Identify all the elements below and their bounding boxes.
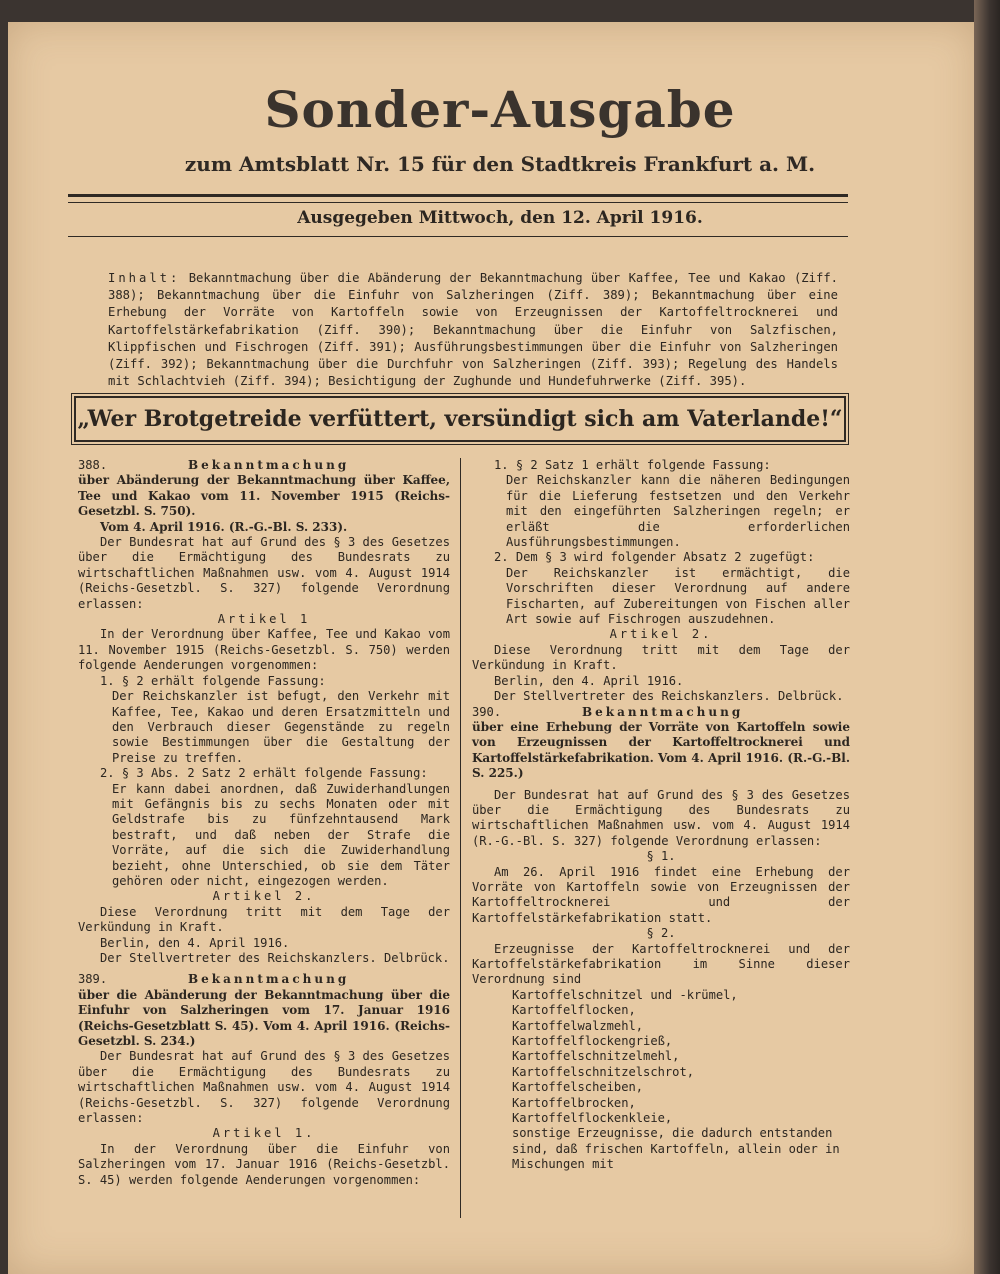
notice-date: Vom 4. April 1916. (R.-G.-Bl. S. 233).: [100, 519, 348, 534]
signature: Der Stellvertreter des Reichskanzlers. Delbrück.: [100, 951, 450, 965]
paragraph: Er kann dabei anordnen, daß Zuwiderhandlungen mit Gefängnis bis zu sechs Monaten oder mit Geldstrafe bis zu fünfzehntausend Mark bestraft, und daß neben der Strafe die Vorräte, auf die sich die Zuwiderhandlung bezieht, ohne Unterschied, ob sie dem Täter gehören oder nicht, eingezogen werden.: [112, 781, 450, 888]
paragraph: Der Bundesrat hat auf Grund des § 3 des Gesetzes über die Ermächtigung des Bundesrats zu wirtschaftlichen Maßnahmen usw. vom 4. August 1914 (R.-G.-Bl. S. 327) folgende Verordnung erlassen:: [472, 787, 850, 848]
table-of-contents: [108, 270, 838, 390]
paragraph: In der Verordnung über die Einfuhr von Salzheringen vom 17. Januar 1916 (Reichs-Gesetzbl. S. 45) werden folgende Aenderungen vorgenommen:: [78, 1141, 450, 1187]
page-title: Sonder-Ausgabe: [264, 80, 736, 139]
list-item: Kartoffelbrocken,: [512, 1095, 636, 1110]
issue-date: Ausgegeben Mittwoch, den 12. April 1916.: [297, 208, 703, 228]
list-item: Kartoffelschnitzelschrot,: [512, 1064, 695, 1079]
paragraph: In der Verordnung über Kaffee, Tee und Kakao vom 11. November 1915 (Reichs-Gesetzbl. S. 750) werden folgende Aenderungen vorgenommen:: [78, 627, 450, 673]
notice-title: über Abänderung der Bekanntmachung über Kaffee, Tee und Kakao vom 11. November 1915 (Reichs-Gesetzbl. S. 750).: [78, 473, 450, 519]
left-column: [78, 458, 450, 1188]
section-heading: § 1.: [646, 849, 676, 864]
list-item: 2. Dem § 3 wird folgender Absatz 2 zugefügt:: [494, 550, 815, 565]
page-subtitle: zum Amtsblatt Nr. 15 für den Stadtkreis Frankfurt a. M.: [184, 152, 816, 176]
list-item: Kartoffelflockengrieß,: [512, 1034, 673, 1049]
notice-number: 389.: [78, 972, 108, 987]
contents-text: Bekanntmachung über die Abänderung der Bekanntmachung über Kaffee, Tee und Kakao (Ziff. 388); Bekanntmachung über die Einfuhr von Salzheringen (Ziff. 389); Bekanntmachung über eine Erhebung der Vorräte von Kartoffeln sowie von Erzeugnissen der Kartoffeltrocknerei und Kartoffelstärkefabrikation (Ziff. 390); Bekanntmachung über die Einfuhr von Salzfischen, Klippfischen und Fischrogen (Ziff. 391); Ausführungsbestimmungen über die Einfuhr von Salzheringen (Ziff. 392); Bekanntmachung über die Durchfuhr von Salzheringen (Ziff. 393); Regelung des Handels mit Schlachtvieh (Ziff. 394); Besichtigung der Zughunde und Hundefuhrwerke (Ziff. 395).: [108, 271, 838, 389]
signature: Der Stellvertreter des Reichskanzlers. Delbrück.: [494, 689, 844, 704]
notice-number: 390.: [472, 704, 502, 719]
notice-heading: Bekanntmachung: [188, 458, 350, 472]
section-heading: § 2.: [646, 926, 676, 941]
column-divider: [460, 458, 461, 1218]
paragraph: Erzeugnisse der Kartoffeltrocknerei und der Kartoffelstärkefabrikation im Sinne dieser Verordnung sind: [472, 941, 850, 987]
notice-title: über eine Erhebung der Vorräte von Kartoffeln sowie von Erzeugnissen der Kartoffeltrocknerei und Kartoffelstärkefabrikation. Vom 4. April 1916. (R.-G.-Bl. S. 225.): [472, 719, 850, 781]
article-heading: Artikel 1: [217, 612, 311, 627]
right-column: [472, 458, 850, 1173]
list-item: Kartoffelflockenkleie,: [512, 1111, 673, 1126]
place-date: Berlin, den 4. April 1916.: [494, 673, 684, 688]
list-item: Kartoffelflocken,: [512, 1003, 636, 1018]
notice-number: 388.: [78, 458, 108, 472]
paragraph: Diese Verordnung tritt mit dem Tage der Verkündung in Kraft.: [472, 642, 850, 673]
list-item: Kartoffelschnitzel und -krümel,: [512, 987, 738, 1002]
paragraph: Der Reichskanzler ist befugt, den Verkehr mit Kaffee, Tee, Kakao und deren Ersatzmitteln und den Verbrauch dieser Gegenstände zu regeln sowie Bestimmungen über die Gestaltung der Preise zu treffen.: [112, 689, 450, 765]
list-item: 1. § 2 Satz 1 erhält folgende Fassung:: [494, 458, 771, 472]
list-item: Kartoffelwalzmehl,: [512, 1018, 644, 1033]
paragraph: Der Reichskanzler kann die näheren Bedingungen für die Lieferung festsetzen und den Verkehr mit den eingeführten Salzheringen regeln; er erläßt die erforderlichen Ausführungsbestimmungen.: [506, 473, 850, 550]
article-heading: Artikel 2.: [609, 627, 713, 642]
notice-heading: Bekanntmachung: [582, 704, 744, 719]
motto-text: „Wer Brotgetreide verfüttert, versündigt sich am Vaterlande!“: [77, 406, 843, 432]
double-rule: [68, 194, 848, 203]
article-heading: Artikel 1.: [212, 1126, 316, 1141]
paragraph: Diese Verordnung tritt mit dem Tage der Verkündung in Kraft.: [78, 904, 450, 935]
paragraph: Am 26. April 1916 findet eine Erhebung der Vorräte von Kartoffeln sowie von Erzeugnissen der Kartoffeltrocknerei und der Kartoffelstärkefabrikation statt.: [472, 864, 850, 925]
paragraph: Der Bundesrat hat auf Grund des § 3 des Gesetzes über die Ermächtigung des Bundesrats zu wirtschaftlichen Maßnahmen usw. vom 4. August 1914 (Reichs-Gesetzbl. S. 327) folgende Verordnung erlassen:: [78, 1049, 450, 1126]
paragraph: Der Reichskanzler ist ermächtigt, die Vorschriften dieser Verordnung auf andere Fischarten, auf Zubereitungen von Fischen aller Art sowie auf Fischrogen auszudehnen.: [506, 565, 850, 627]
paragraph: sonstige Erzeugnisse, die dadurch entstanden sind, daß frischen Kartoffeln, allein oder in Mischungen mit: [512, 1126, 840, 1172]
motto-banner: [74, 396, 846, 442]
list-item: 1. § 2 erhält folgende Fassung:: [100, 673, 326, 688]
article-heading: Artikel 2.: [212, 889, 316, 904]
place-date: Berlin, den 4. April 1916.: [100, 935, 290, 950]
book-binding: [974, 0, 1000, 1274]
notice-heading: Bekanntmachung: [188, 972, 350, 987]
rule: [68, 236, 848, 237]
list-item: Kartoffelschnitzelmehl,: [512, 1049, 680, 1064]
list-item: 2. § 3 Abs. 2 Satz 2 erhält folgende Fassung:: [100, 766, 428, 781]
notice-title: über die Abänderung der Bekanntmachung über die Einfuhr von Salzheringen vom 17. Januar 1916 (Reichs-Gesetzblatt S. 45). Vom 4. April 1916. (Reichs-Gesetzbl. S. 234.): [78, 987, 450, 1049]
contents-lead: Inhalt:: [108, 271, 181, 285]
paragraph: Der Bundesrat hat auf Grund des § 3 des Gesetzes über die Ermächtigung des Bundesrats zu wirtschaftlichen Maßnahmen usw. vom 4. August 1914 (Reichs-Gesetzbl. S. 327) folgende Verordnung erlassen:: [78, 535, 450, 611]
list-item: Kartoffelscheiben,: [512, 1080, 644, 1095]
